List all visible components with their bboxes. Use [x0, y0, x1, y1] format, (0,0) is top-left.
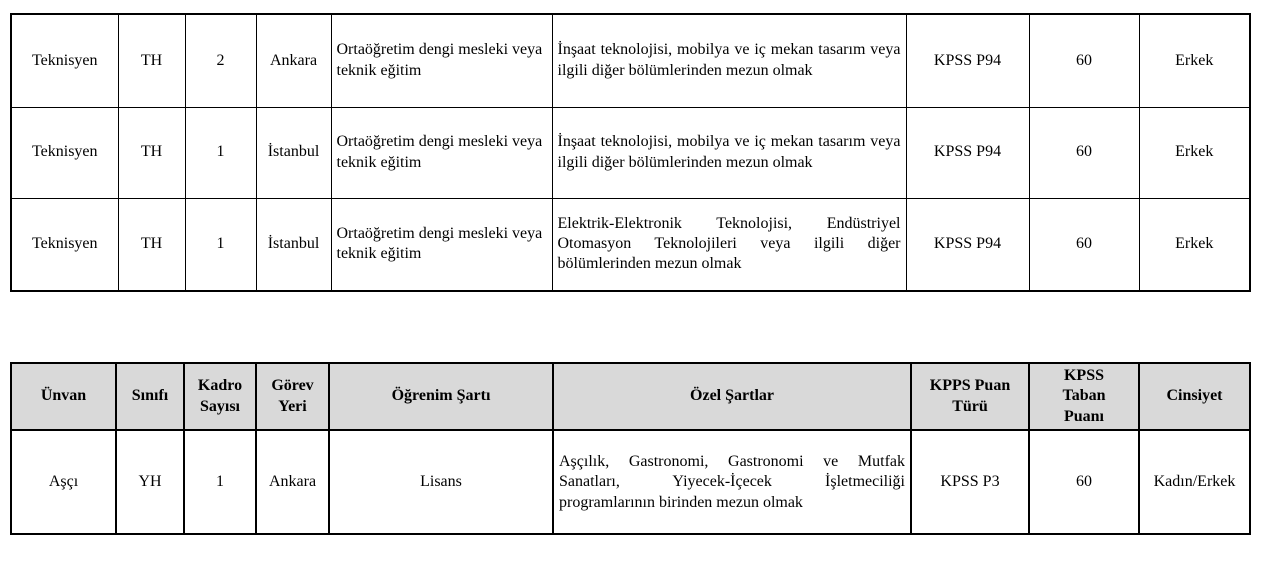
cell-ozel: Elektrik-Elektronik Teknolojisi, Endüstriyel Otomasyon Teknolojileri veya ilgili diğer bölümlerinden mezun olmak — [552, 198, 906, 291]
header-ogrenim-sarti: Öğrenim Şartı — [329, 363, 553, 430]
cell-ozel: İnşaat teknolojisi, mobilya ve iç mekan tasarım veya ilgili diğer bölümlerinden mezun olmak — [552, 107, 906, 198]
header-kpps-puan-turu: KPPS Puan Türü — [911, 363, 1029, 430]
cell-ozel: Aşçılık, Gastronomi, Gastronomi ve Mutfak Sanatları, Yiyecek-İçecek İşletmeciliği programlarının birinden mezun olmak — [553, 430, 911, 534]
cell-unvan: Teknisyen — [11, 14, 118, 107]
cell-cinsiyet: Erkek — [1139, 14, 1250, 107]
cell-unvan: Teknisyen — [11, 198, 118, 291]
header-gorev-yeri: Görev Yeri — [256, 363, 329, 430]
cell-kadro: 2 — [185, 14, 256, 107]
header-kpss-taban-puani: KPSS Taban Puanı — [1029, 363, 1139, 430]
cell-unvan: Teknisyen — [11, 107, 118, 198]
cell-sinifi: TH — [118, 14, 185, 107]
table-row — [11, 430, 1250, 534]
cell-puan-turu: KPSS P3 — [911, 430, 1029, 534]
cell-cinsiyet: Erkek — [1139, 107, 1250, 198]
header-kadro-sayisi: Kadro Sayısı — [184, 363, 256, 430]
cell-kadro: 1 — [184, 430, 256, 534]
cell-cinsiyet: Erkek — [1139, 198, 1250, 291]
table-row — [11, 198, 1250, 291]
cell-gorev: Ankara — [256, 430, 329, 534]
cell-taban-puan: 60 — [1029, 107, 1139, 198]
cell-cinsiyet: Kadın/Erkek — [1139, 430, 1250, 534]
cell-puan-turu: KPSS P94 — [906, 107, 1029, 198]
cell-gorev: İstanbul — [256, 198, 331, 291]
cell-ogrenim: Ortaöğretim dengi mesleki veya teknik eğitim — [331, 107, 552, 198]
table-row — [11, 14, 1250, 107]
cell-gorev: İstanbul — [256, 107, 331, 198]
cell-taban-puan: 60 — [1029, 198, 1139, 291]
cell-sinifi: YH — [116, 430, 184, 534]
cell-kadro: 1 — [185, 107, 256, 198]
header-unvan: Ünvan — [11, 363, 116, 430]
table-row — [11, 107, 1250, 198]
teknisyen-table — [10, 13, 1251, 292]
cell-gorev: Ankara — [256, 14, 331, 107]
header-ozel-sartlar: Özel Şartlar — [553, 363, 911, 430]
cell-taban-puan: 60 — [1029, 14, 1139, 107]
cell-puan-turu: KPSS P94 — [906, 198, 1029, 291]
cell-ogrenim: Ortaöğretim dengi mesleki veya teknik eğitim — [331, 198, 552, 291]
cell-ogrenim: Lisans — [329, 430, 553, 534]
cell-unvan: Aşçı — [11, 430, 116, 534]
cell-taban-puan: 60 — [1029, 430, 1139, 534]
cell-sinifi: TH — [118, 198, 185, 291]
cell-ogrenim: Ortaöğretim dengi mesleki veya teknik eğitim — [331, 14, 552, 107]
cell-puan-turu: KPSS P94 — [906, 14, 1029, 107]
header-row — [11, 363, 1250, 430]
asci-table — [10, 362, 1251, 535]
cell-sinifi: TH — [118, 107, 185, 198]
header-cinsiyet: Cinsiyet — [1139, 363, 1250, 430]
cell-kadro: 1 — [185, 198, 256, 291]
cell-ozel: İnşaat teknolojisi, mobilya ve iç mekan tasarım veya ilgili diğer bölümlerinden mezun olmak — [552, 14, 906, 107]
header-sinifi: Sınıfı — [116, 363, 184, 430]
